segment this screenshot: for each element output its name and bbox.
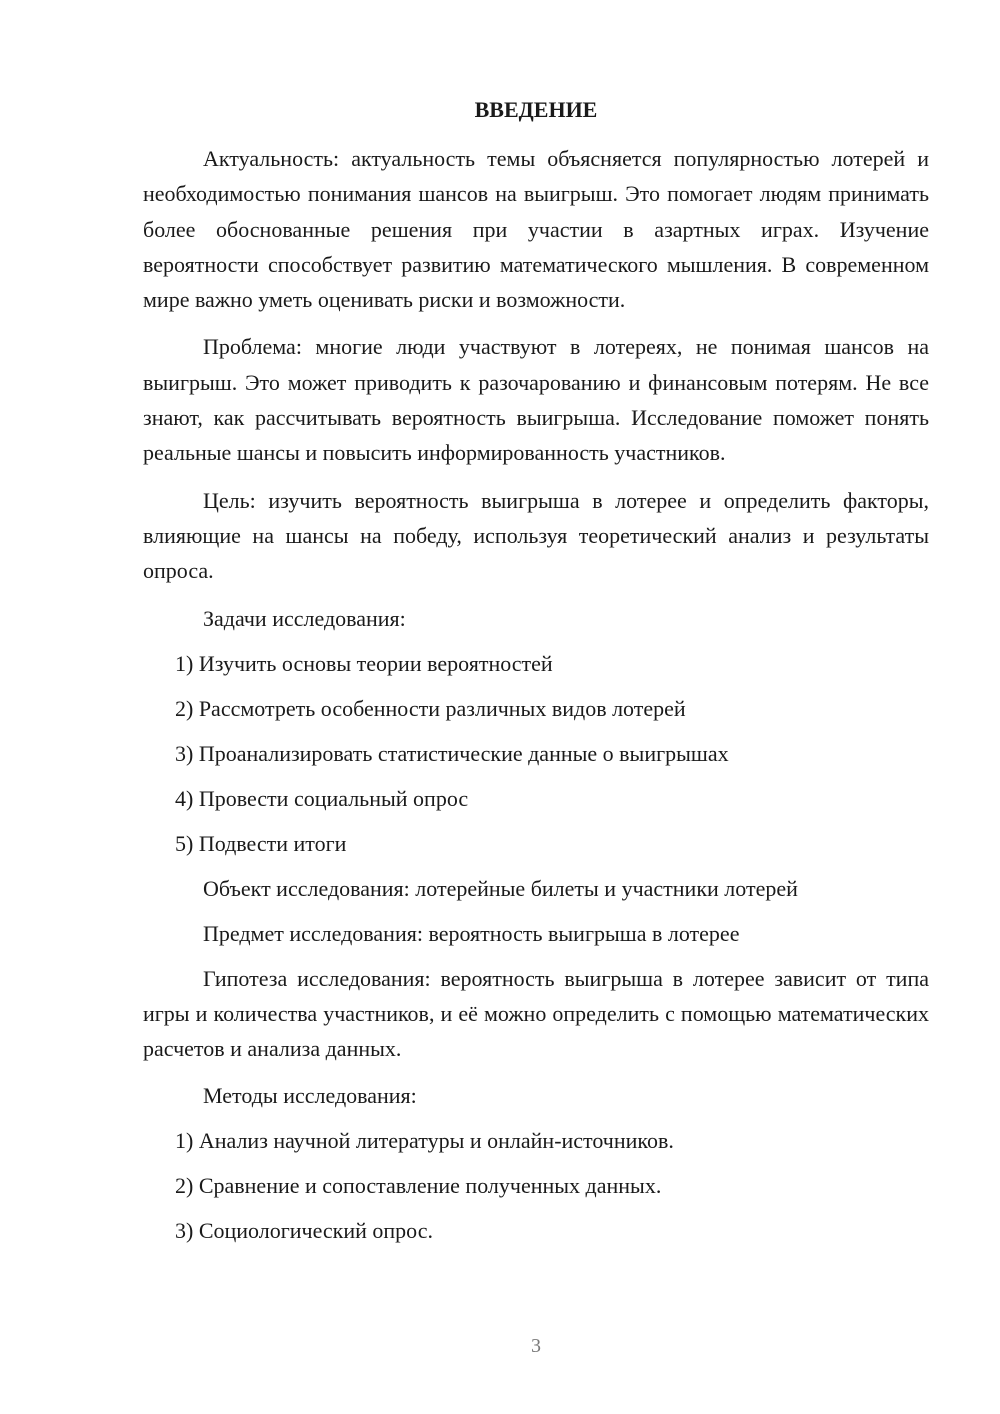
task-item: 4) Провести социальный опрос [175, 785, 469, 811]
relevance-paragraph: Актуальность: актуальность темы объясняется популярностью лотерей и необходимостью понимания шансов на выигрыш. Это помогает людям принимать более обоснованные решения при участии в азартных играх. Изучение вероятности способствует развитию математического мышления. В современном мире важно уметь оценивать риски и возможности. [143, 146, 929, 313]
tasks-heading: Задачи исследования: [203, 605, 406, 631]
method-item: 2) Сравнение и сопоставление полученных данных. [175, 1173, 662, 1199]
task-item: 1) Изучить основы теории вероятностей [175, 650, 553, 676]
task-item: 5) Подвести итоги [175, 830, 347, 856]
object-statement: Объект исследования: лотерейные билеты и участники лотерей [203, 875, 798, 901]
subject-statement: Предмет исследования: вероятность выигрыша в лотерее [203, 920, 740, 946]
task-item: 2) Рассмотреть особенности различных видов лотерей [175, 695, 686, 721]
hypothesis-paragraph: Гипотеза исследования: вероятность выигрыша в лотерее зависит от типа игры и количества участников, и её можно определить с помощью математических расчетов и анализа данных. [143, 965, 929, 1062]
method-item: 3) Социологический опрос. [175, 1218, 433, 1244]
methods-heading: Методы исследования: [203, 1083, 417, 1109]
method-item: 1) Анализ научной литературы и онлайн-источников. [175, 1128, 674, 1154]
document-body [143, 92, 929, 1258]
task-item: 3) Проанализировать статистические данные о выигрышах [175, 740, 729, 766]
page-title: ВВЕДЕНИЕ [474, 97, 598, 122]
goal-paragraph: Цель: изучить вероятность выигрыша в лотерее и определить факторы, влияющие на шансы на победу, используя теоретический анализ и результаты опроса. [143, 487, 929, 584]
page-number: 3 [531, 1335, 541, 1357]
problem-paragraph: Проблема: многие люди участвуют в лотереях, не понимая шансов на выигрыш. Это может приводить к разочарованию и финансовым потерям. Не все знают, как рассчитывать вероятность выигрыша. Исследование поможет понять реальные шансы и повысить информированность участников. [143, 334, 929, 466]
